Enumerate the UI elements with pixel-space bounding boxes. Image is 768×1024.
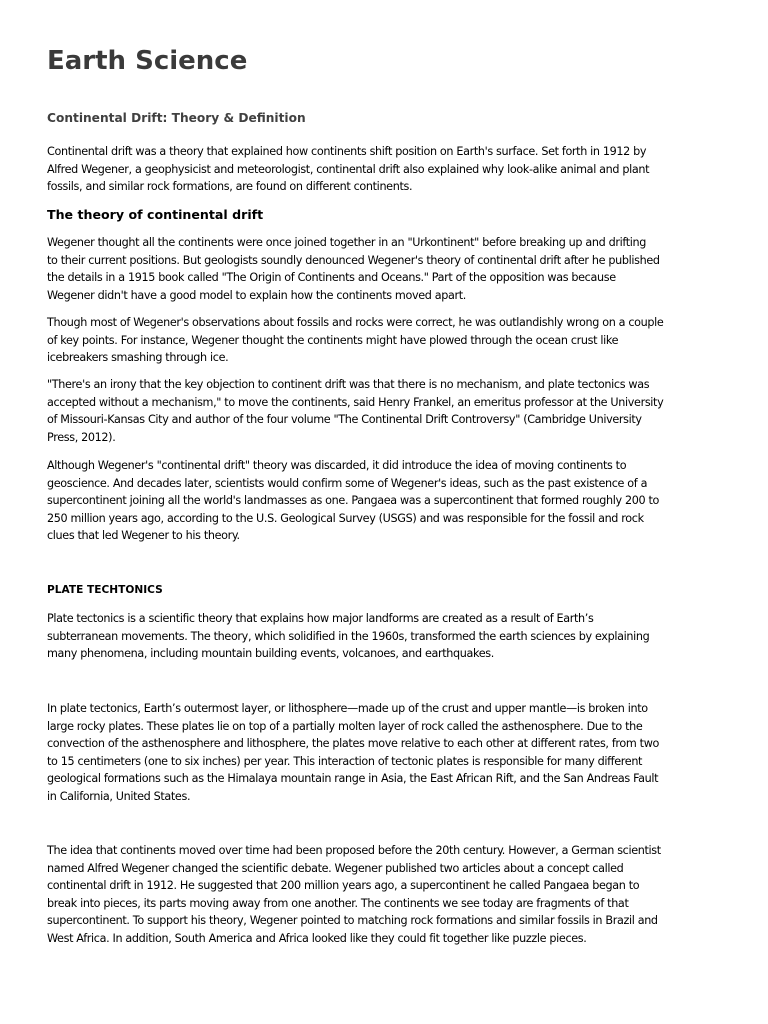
text-line: icebreakers smashing through ice.: [47, 351, 229, 365]
paragraph-observations: [47, 314, 727, 367]
text-line: break into pieces, its parts moving away from one another. The continents we see today are fragments of that: [47, 896, 629, 910]
text-line: accepted without a mechanism," to move the continents, said Henry Frankel, an emeritus professor at the University: [47, 395, 664, 409]
text-line: supercontinent. To support his theory, Wegener pointed to matching rock formations and similar fossils in Brazil and: [47, 914, 658, 928]
section-heading-continental-drift: The theory of continental drift: [47, 207, 264, 222]
paragraph-urkontinent: [47, 234, 727, 304]
text-line: Although Wegener's "continental drift" theory was discarded, it did introduce the idea of moving continents to: [47, 459, 627, 472]
text-line: of key points. For instance, Wegener thought the continents might have plowed through the ocean crust like: [47, 333, 619, 347]
text-line: continental drift in 1912. He suggested that 200 million years ago, a supercontinent he called Pangaea began to: [47, 879, 640, 893]
text-line: Wegener thought all the continents were once joined together in an "Urkontinent" before breaking up and drifting: [47, 236, 647, 249]
text-line: Alfred Wegener, a geophysicist and meteorologist, continental drift also explained why look-alike animal and plant: [47, 162, 650, 176]
section-heading-plate-tectonics: PLATE TECHTONICS: [47, 584, 163, 596]
text-line: geological formations such as the Himalaya mountain range in Asia, the East African Rift, and the San Andreas Fault: [47, 772, 659, 786]
text-line: Plate tectonics is a scientific theory that explains how major landforms are created as a result of Earth’s: [47, 612, 594, 625]
text-line: named Alfred Wegener changed the scientific debate. Wegener published two articles about a concept called: [47, 861, 624, 875]
text-line: subterranean movements. The theory, which solidified in the 1960s, transformed the earth sciences by explaining: [47, 629, 650, 643]
text-line: to their current positions. But geologists soundly denounced Wegener's theory of continental drift after he published: [47, 253, 660, 267]
text-line: Wegener didn't have a good model to explain how the continents moved apart.: [47, 288, 466, 302]
paragraph-wegener-history: [47, 842, 727, 948]
text-line: 250 million years ago, according to the U.S. Geological Survey (USGS) and was responsible for the fossil and rock: [47, 511, 644, 525]
text-line: geoscience. And decades later, scientists would confirm some of Wegener's ideas, such as the past existence of a: [47, 476, 648, 490]
paragraph-lithosphere: [47, 700, 727, 806]
article-subtitle: Continental Drift: Theory & Definition: [47, 111, 306, 125]
paragraph-plate-tectonics-intro: [47, 610, 727, 663]
text-line: in California, United States.: [47, 789, 191, 803]
text-line: The idea that continents moved over time had been proposed before the 20th century. However, a German scientist: [47, 844, 661, 857]
text-line: large rocky plates. These plates lie on top of a partially molten layer of rock called the asthenosphere. Due to the: [47, 719, 643, 733]
text-line: "There's an irony that the key objection to continent drift was that there is no mechanism, and plate tectonics was: [47, 378, 650, 391]
text-line: of Missouri-Kansas City and author of the four volume "The Continental Drift Controversy" (Cambridge University: [47, 413, 642, 427]
text-line: clues that led Wegener to his theory.: [47, 529, 240, 543]
text-line: many phenomena, including mountain building events, volcanoes, and earthquakes.: [47, 647, 494, 661]
text-line: fossils, and similar rock formations, are found on different continents.: [47, 180, 413, 194]
intro-paragraph: [47, 143, 727, 196]
text-line: convection of the asthenosphere and lithosphere, the plates move relative to each other at different rates, from two: [47, 737, 660, 751]
text-line: supercontinent joining all the world's landmasses as one. Pangaea was a supercontinent that formed roughly 200 to: [47, 494, 660, 508]
text-line: to 15 centimeters (one to six inches) per year. This interaction of tectonic plates is responsible for many different: [47, 754, 643, 768]
text-line: Though most of Wegener's observations about fossils and rocks were correct, he was outlandishly wrong on a couple: [47, 316, 664, 329]
paragraph-pangaea: [47, 457, 727, 545]
text-line: West Africa. In addition, South America and Africa looked like they could fit together like puzzle pieces.: [47, 931, 587, 945]
text-line: In plate tectonics, Earth’s outermost layer, or lithosphere—made up of the crust and upper mantle—is broken into: [47, 702, 648, 715]
text-line: Press, 2012).: [47, 430, 116, 444]
page-title: Earth Science: [47, 46, 248, 76]
text-line: the details in a 1915 book called "The Origin of Continents and Oceans." Part of the opposition was because: [47, 271, 616, 285]
text-line: Continental drift was a theory that explained how continents shift position on Earth's surface. Set forth in 1912 by: [47, 145, 647, 158]
paragraph-frankel-quote: [47, 376, 727, 446]
